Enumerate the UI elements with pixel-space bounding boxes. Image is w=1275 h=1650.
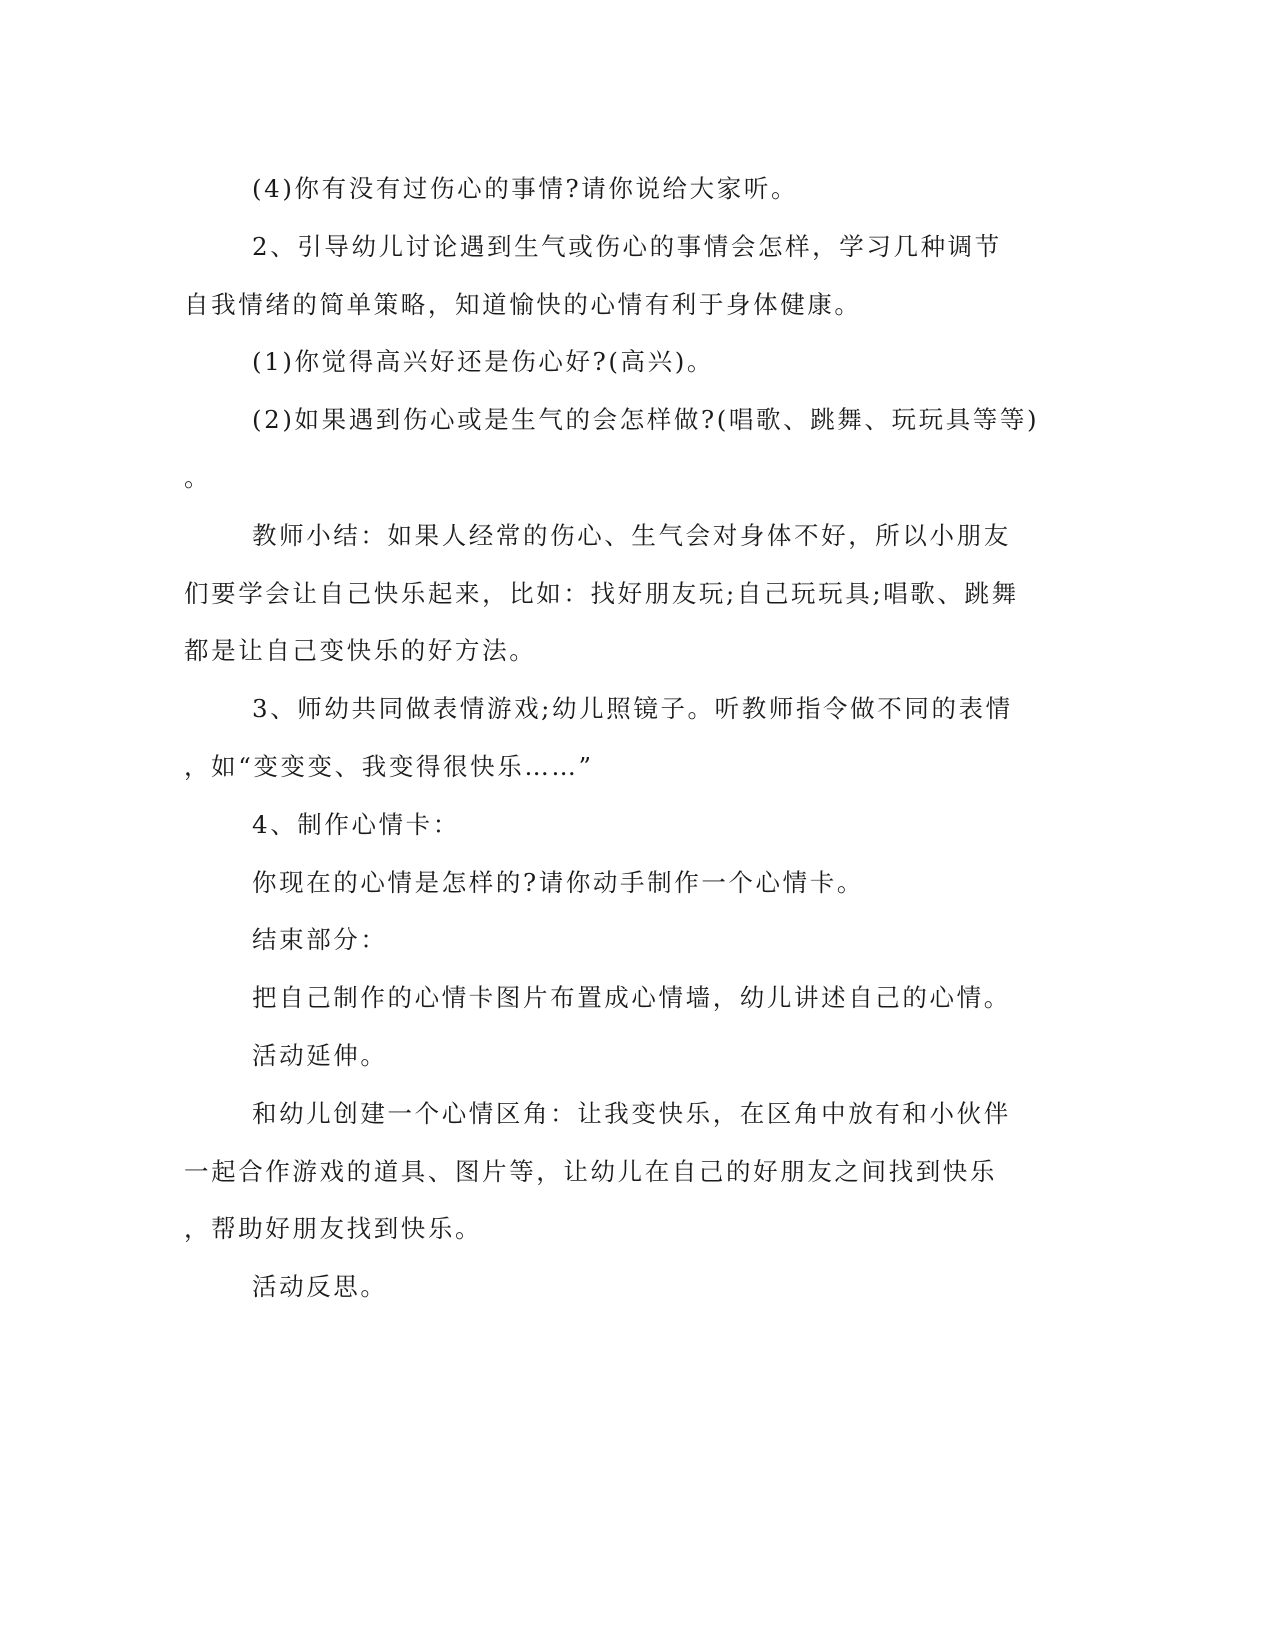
text-line: (1)你觉得高兴好还是伤心好?(高兴)。 [252, 347, 714, 377]
text-line: 们要学会让自己快乐起来，比如：找好朋友玩;自己玩玩具;唱歌、跳舞 [184, 578, 1019, 608]
text-line: 4、制作心情卡： [252, 809, 460, 839]
text-line: 你现在的心情是怎样的?请你动手制作一个心情卡。 [252, 867, 864, 897]
text-line: ，如“变变变、我变得很快乐……” [184, 751, 594, 781]
text-line: 把自己制作的心情卡图片布置成心情墙，幼儿讲述自己的心情。 [252, 983, 1011, 1013]
text-line: ，帮助好朋友找到快乐。 [184, 1214, 483, 1244]
text-line: 结束部分： [252, 925, 388, 955]
text-line: (2)如果遇到伤心或是生气的会怎样做?(唱歌、跳舞、玩玩具等等) [252, 405, 1040, 435]
text-line: 活动延伸。 [252, 1040, 388, 1070]
document-body [184, 160, 1084, 1316]
text-line: 。 [184, 462, 212, 492]
text-line: 自我情绪的简单策略，知道愉快的心情有利于身体健康。 [184, 289, 862, 319]
text-line: 和幼儿创建一个心情区角：让我变快乐，在区角中放有和小伙伴 [252, 1098, 1011, 1128]
text-line: 活动反思。 [252, 1272, 388, 1302]
text-line: 教师小结：如果人经常的伤心、生气会对身体不好，所以小朋友 [252, 520, 1011, 550]
text-line: 都是让自己变快乐的好方法。 [184, 636, 537, 666]
text-line: (4)你有没有过伤心的事情?请你说给大家听。 [252, 174, 799, 203]
text-line: 一起合作游戏的道具、图片等，让幼儿在自己的好朋友之间找到快乐 [184, 1156, 997, 1186]
text-line: 2、引导幼儿讨论遇到生气或伤心的事情会怎样，学习几种调节 [252, 231, 1002, 261]
text-line: 3、师幼共同做表情游戏;幼儿照镜子。听教师指令做不同的表情 [252, 694, 1013, 724]
